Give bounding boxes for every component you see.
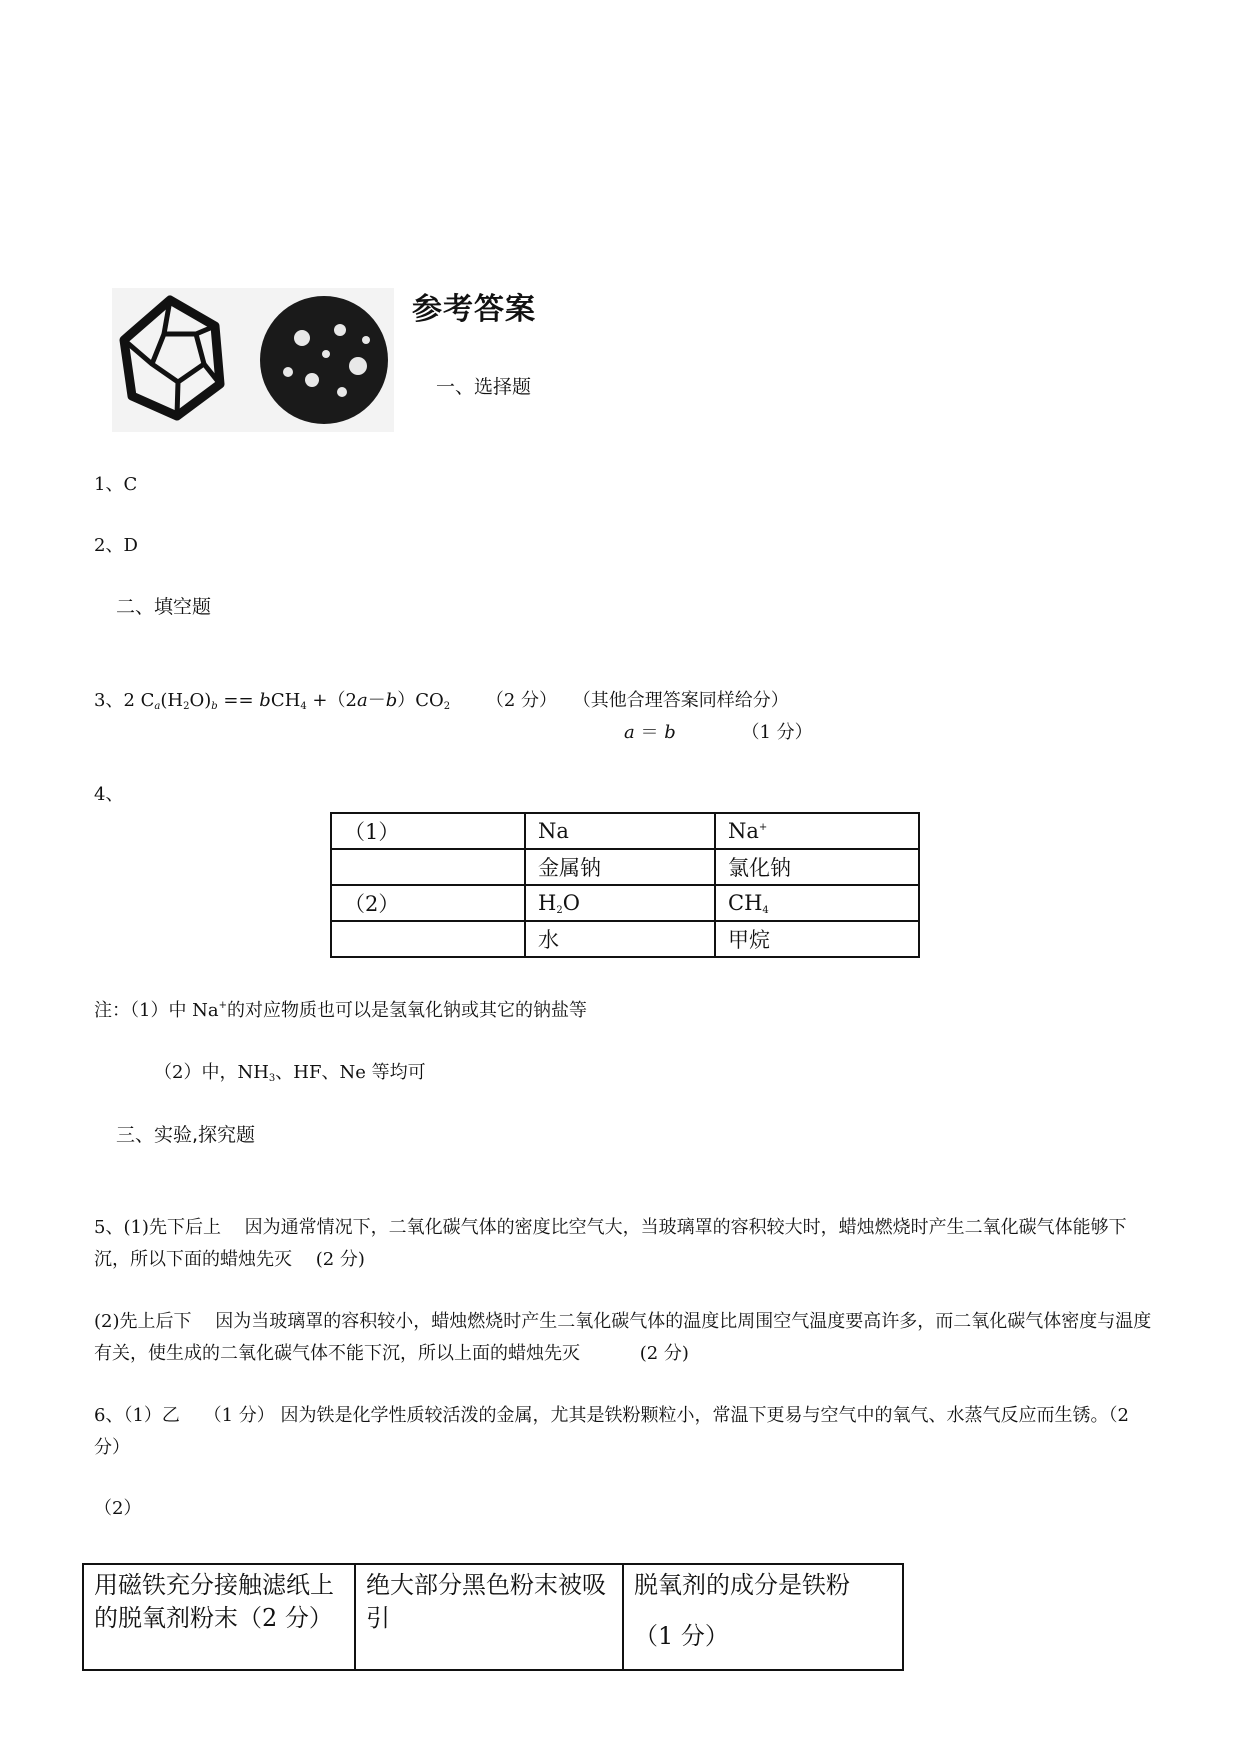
table-cell: 甲烷 xyxy=(715,921,919,957)
molecule-illustration xyxy=(112,288,394,432)
answer-3-condition: a ＝ b （1 分） xyxy=(624,722,813,743)
table-row xyxy=(331,813,919,849)
table-row xyxy=(331,885,919,921)
table-cell xyxy=(331,849,525,885)
answer-5-part-2: (2)先上后下 因为当玻璃罩的容积较小，蜡烛燃烧时产生二氧化碳气体的温度比周围空气温度要高许多，而二氧化碳气体密度与温度有关，使生成的二氧化碳气体不能下沉，所以上面的蜡烛先灭 (2 分) xyxy=(94,1311,1152,1364)
answer-4-label: 4、 xyxy=(94,784,124,805)
table-cell: 脱氧剂的成分是铁粉 （1 分） xyxy=(623,1564,903,1670)
answer-6-part-2-label: （2） xyxy=(94,1498,142,1519)
table-cell: 绝大部分黑色粉末被吸引 xyxy=(355,1564,623,1670)
table-row xyxy=(83,1564,903,1670)
dodecahedron-icon xyxy=(112,288,394,432)
page-title: 参考答案 xyxy=(412,292,536,327)
section-heading-3: 三、实验,探究题 xyxy=(116,1124,256,1146)
answer-3-equation: 3、2 $C_a(H_2O)_b == bCH_4 +(2a-b)CO_2$ （2 分） （其他合理答案同样给分） xyxy=(94,690,789,712)
answer-5-part-1: 5、(1)先下后上 因为通常情况下，二氧化碳气体的密度比空气大，当玻璃罩的容积较大时，蜡烛燃烧时产生二氧化碳气体能够下沉，所以下面的蜡烛先灭 (2 分) xyxy=(94,1217,1127,1270)
table-cell: Na+ xyxy=(715,813,919,849)
table-row xyxy=(331,921,919,957)
table-cell: Na xyxy=(525,813,715,849)
answer-2: 2、D xyxy=(94,535,138,556)
answer-1: 1、C xyxy=(94,474,138,495)
table-cell: 氯化钠 xyxy=(715,849,919,885)
table-cell: （1） xyxy=(331,813,525,849)
table-row xyxy=(331,849,919,885)
table-cell: 水 xyxy=(525,921,715,957)
answer-6-table xyxy=(82,1563,904,1671)
answer-6-part-1: 6、（1）乙 （1 分） 因为铁是化学性质较活泼的金属，尤其是铁粉颗粒小，常温下更易与空气中的氧气、水蒸气反应而生锈。（2 分） xyxy=(94,1405,1129,1458)
table-cell: $CH_4$ xyxy=(715,885,919,921)
table-cell xyxy=(331,921,525,957)
answer-4-table xyxy=(330,812,920,958)
table-cell: $H_2O$ xyxy=(525,885,715,921)
section-heading-1: 一、选择题 xyxy=(436,376,532,398)
sphere-icon xyxy=(260,296,388,424)
answer-4-note-2: （2）中，$NH_3$、HF、Ne 等均可 xyxy=(154,1062,426,1084)
table-cell: 金属钠 xyxy=(525,849,715,885)
answer-4-note-1: 注：（1）中 Na+的对应物质也可以是氢氧化钠或其它的钠盐等 xyxy=(94,1000,588,1021)
table-cell: 用磁铁充分接触滤纸上的脱氧剂粉末（2 分） xyxy=(83,1564,355,1670)
section-heading-2: 二、填空题 xyxy=(116,596,212,618)
table-cell: （2） xyxy=(331,885,525,921)
